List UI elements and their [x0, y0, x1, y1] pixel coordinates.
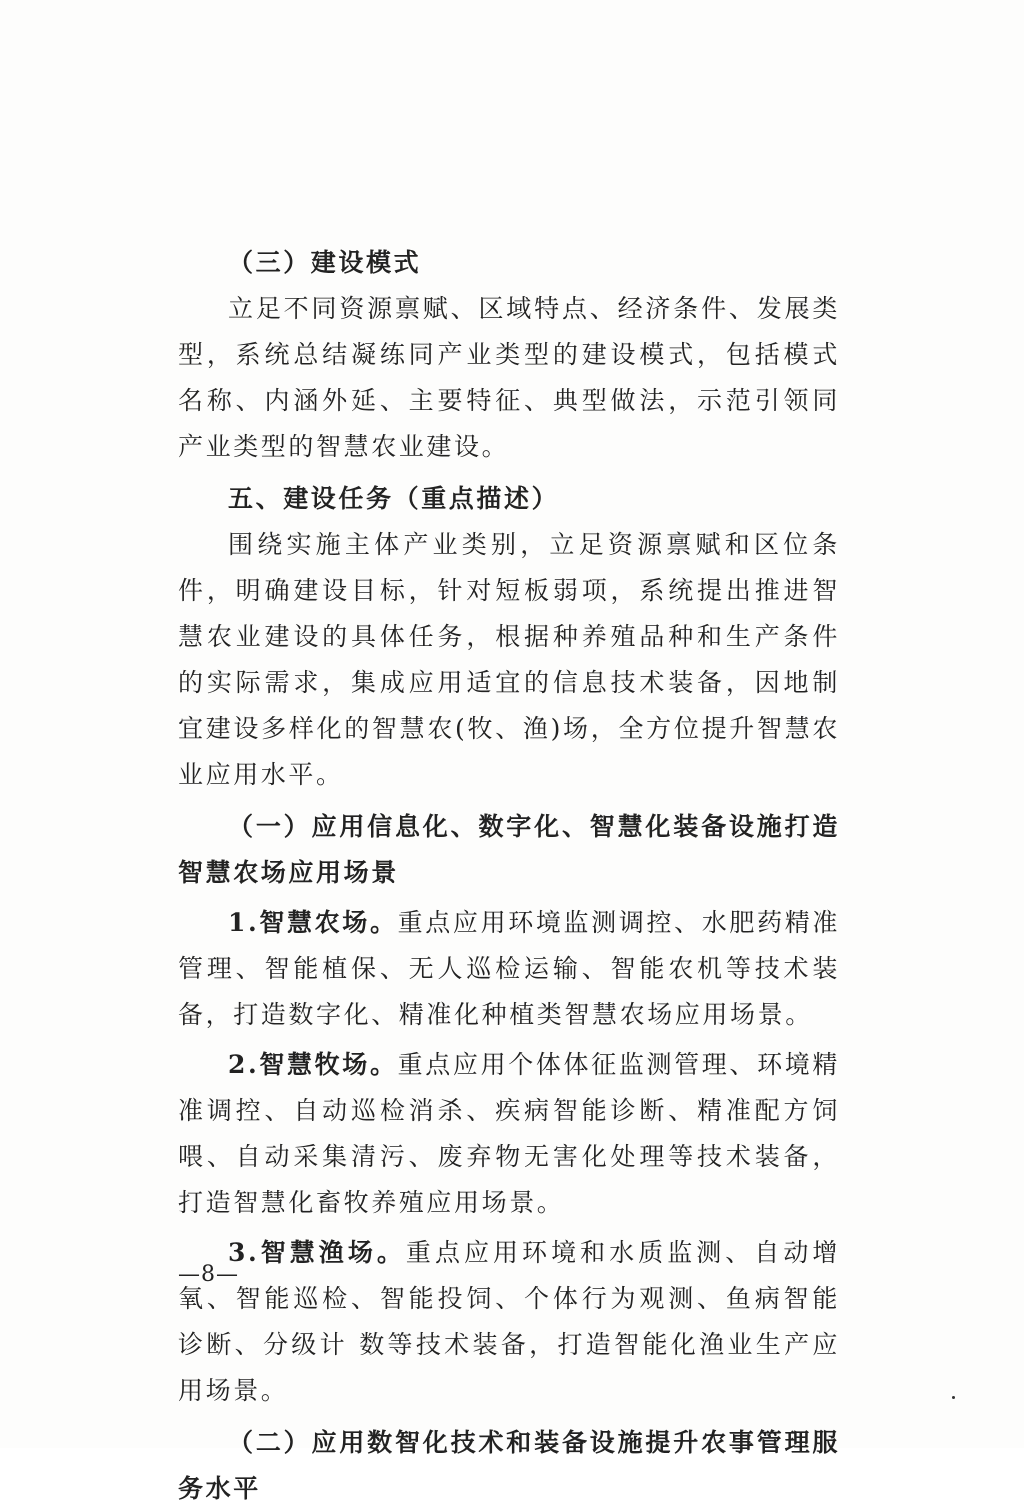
section-heading-construction-tasks: 五、建设任务（重点描述） [228, 484, 560, 513]
list-item-text: 重点应用环境监测调控、水肥药精准管理、智能植保、无人巡检运输、智能农机等技术装备，打造数字化、精准化种植类智慧农场应用场景。 [178, 908, 840, 1029]
list-item-smart-fishery [178, 1230, 840, 1414]
list-item-heading: 1.智慧农场。 [228, 908, 398, 937]
list-item-smart-farm [178, 900, 840, 1038]
document-body [178, 240, 840, 1512]
list-item-text: 重点应用环境和水质监测、自动增氧、智能巡检、智能投饲、个体行为观测、鱼病智能诊断、分级计 数等技术装备，打造智能化渔业生产应用场景。 [178, 1238, 840, 1405]
page-number: —8— [178, 1262, 239, 1287]
scan-speck [952, 1396, 955, 1399]
list-item-heading: 3.智慧渔场。 [228, 1238, 406, 1267]
paragraph-construction-tasks: 围绕实施主体产业类别，立足资源禀赋和区位条件，明确建设目标，针对短板弱项，系统提出推进智慧农业建设的具体任务，根据种养殖品种和生产条件的实际需求，集成应用适宜的信息技术装备，因地制宜建设多样化的智慧农(牧、渔)场，全方位提升智慧农业应用水平。 [178, 530, 840, 789]
paragraph-construction-mode: 立足不同资源禀赋、区域特点、经济条件、发展类型，系统总结凝练同产业类型的建设模式，包括模式名称、内涵外延、主要特征、典型做法，示范引领同产业类型的智慧农业建设。 [178, 294, 840, 461]
subsection-heading-farm-management: （二）应用数智化技术和装备设施提升农事管理服务水平 [178, 1428, 840, 1503]
list-item-text: 重点应用个体体征监测管理、环境精准调控、自动巡检消杀、疾病智能诊断、精准配方饲喂、自动采集清污、废弃物无害化处理等技术装备，打造智慧化畜牧养殖应用场景。 [178, 1050, 840, 1217]
section-heading-construction-mode: （三）建设模式 [228, 248, 422, 277]
subsection-heading-smart-farm-scenes: （一）应用信息化、数字化、智慧化装备设施打造智慧农场应用场景 [178, 812, 840, 887]
list-item-heading: 2.智慧牧场。 [228, 1050, 398, 1079]
list-item-smart-ranch [178, 1042, 840, 1226]
